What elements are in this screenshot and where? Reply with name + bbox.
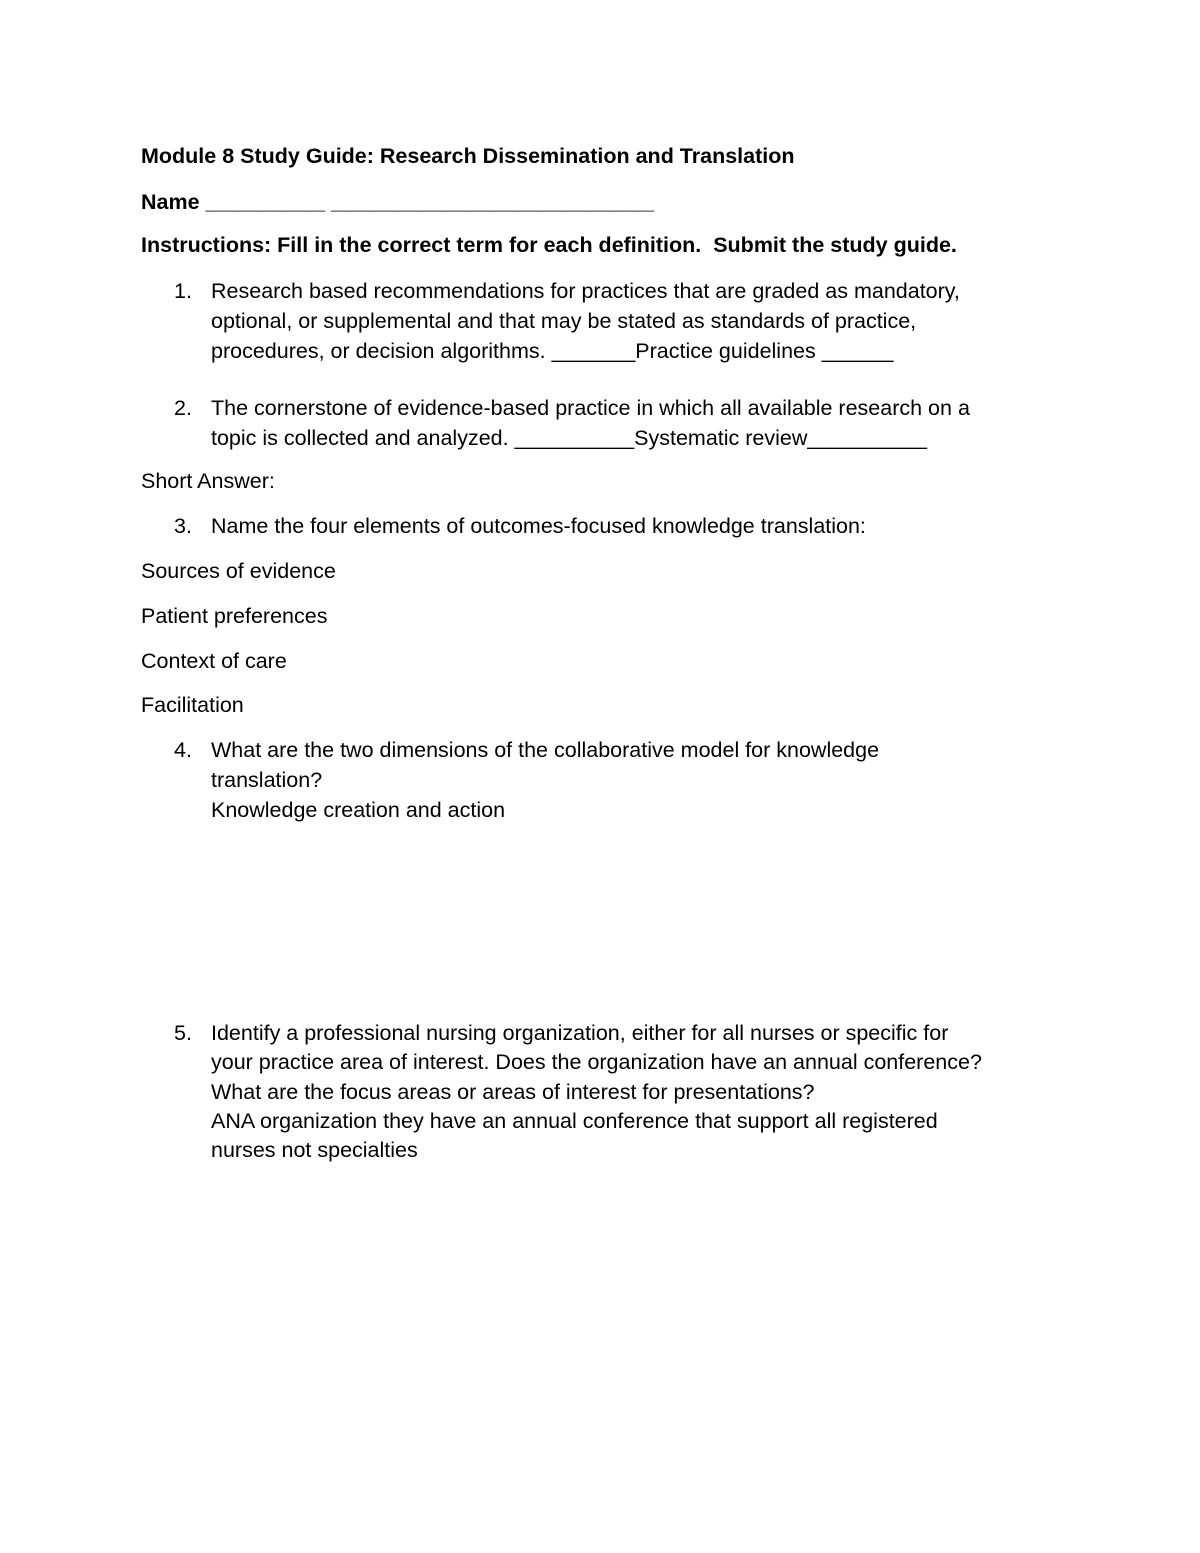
q4-line: What are the two dimensions of the collaborative model for knowledge bbox=[211, 738, 880, 762]
q1-line: optional, or supplemental and that may be stated as standards of practice, bbox=[211, 309, 917, 333]
name-line: Name __________ ___________________________ bbox=[141, 190, 654, 214]
q2-number: 2. bbox=[174, 396, 192, 420]
q5-line: Identify a professional nursing organization, either for all nurses or specific for bbox=[211, 1021, 949, 1045]
q5-answer: ANA organization they have an annual conference that support all registered bbox=[211, 1109, 938, 1133]
q4-number: 4. bbox=[174, 738, 192, 762]
q1-line: Research based recommendations for practices that are graded as mandatory, bbox=[211, 279, 960, 303]
instructions: Instructions: Fill in the correct term for each definition. Submit the study guide. bbox=[141, 233, 957, 257]
q5-line: your practice area of interest. Does the organization have an annual conference? bbox=[211, 1050, 982, 1074]
q2-line: topic is collected and analyzed. __________Systematic review__________ bbox=[211, 426, 927, 450]
answer-item: Facilitation bbox=[141, 693, 244, 717]
q4-answer: Knowledge creation and action bbox=[211, 798, 506, 822]
answer-item: Context of care bbox=[141, 649, 287, 673]
q5-answer: nurses not specialties bbox=[211, 1138, 418, 1162]
answer-item: Sources of evidence bbox=[141, 559, 336, 583]
q3-number: 3. bbox=[174, 514, 192, 538]
q5-number: 5. bbox=[174, 1021, 192, 1045]
answer-item: Patient preferences bbox=[141, 604, 328, 628]
q1-line: procedures, or decision algorithms. _______Practice guidelines ______ bbox=[211, 339, 894, 363]
q5-line: What are the focus areas or areas of interest for presentations? bbox=[211, 1080, 815, 1104]
q1-number: 1. bbox=[174, 279, 192, 303]
q2-line: The cornerstone of evidence-based practice in which all available research on a bbox=[211, 396, 970, 420]
short-answer-heading: Short Answer: bbox=[141, 469, 275, 493]
q3-text: Name the four elements of outcomes-focused knowledge translation: bbox=[211, 514, 866, 538]
document-title: Module 8 Study Guide: Research Dissemination and Translation bbox=[141, 144, 795, 168]
q4-line: translation? bbox=[211, 768, 323, 792]
